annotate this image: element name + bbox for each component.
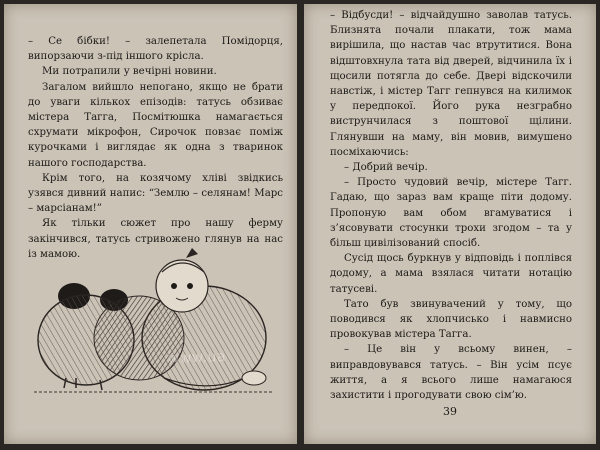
paragraph: Ми потрапили у вечірні новини. xyxy=(42,66,217,78)
page-number: 39 xyxy=(443,405,457,418)
right-page xyxy=(304,4,596,444)
paragraph: Крім того, на козячому хліві звідкись узявся дивний напис: “Землю – селянам! Марс – марсіанам!” xyxy=(28,172,283,215)
paragraph: – Відбусди! – відчайдушно заволав татусь. Близнята почали плакати, тож мама вирішила, що настав час втрутитися. Вона відштовхнула тата від дверей, відчинила їх і щосили потягла до себе. Двері відскочили навстіж, і містер Тагг гепнувся на килимок у передпокої. Його рука незграбно виструнчилася з поштової щілини. Глянувши на маму, він мовив, вимушено посміхаючись: xyxy=(330,10,572,158)
paragraph: Загалом вийшло непогано, якщо не брати до уваги кількох епізодів: татусь обзиває містера Тагга, Посмітюшка намагається схрумати мікрофон, Сирочок повзає поміж курочками і виглядає як одна з тваринок нашого господарства. xyxy=(28,81,283,169)
paragraph: – Се бібки! – залепетала Помідорця, випорзаючи з-під іншого крісла. xyxy=(28,36,283,63)
paragraph: Сусід щось буркнув у відповідь і поплівся додому, а мама взялася читати нотацію татусеві. xyxy=(330,253,572,295)
watermark-text: www.ua xyxy=(167,348,227,368)
paragraph: – Добрий вечір. xyxy=(344,162,428,174)
paragraph: – Просто чудовий вечір, містере Тагг. Гадаю, що зараз вам краще піти додому. Пропоную вам обом вгамуватися і з’ясовувати стосунки трохи згодом – та у більш цивілізований спосіб. xyxy=(330,177,572,250)
paragraph: Як тільки сюжет про нашу ферму закінчився, татусь стривожено глянув на нас із мамою. xyxy=(28,218,283,260)
paragraph: – Це він у всьому винен, – виправдовувався татусь. – Він усім псує життя, а я всього лише намагаюся захистити і прогодувати свою сім’ю. xyxy=(330,344,572,402)
hens-and-baby-illustration xyxy=(14,228,284,398)
paragraph: Тато був звинувачений у тому, що поводився як хлопчисько і навмисно провокував містера Тагга. xyxy=(330,298,572,341)
right-page-text xyxy=(330,8,572,403)
